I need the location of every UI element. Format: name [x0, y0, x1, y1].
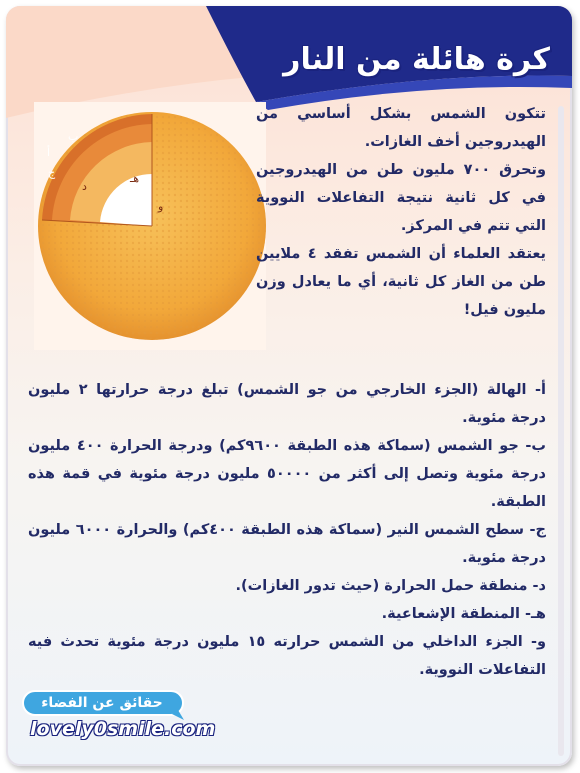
- sun-diagram: [34, 102, 266, 350]
- page-title: كرة هائلة من النار: [283, 42, 550, 77]
- intro-paragraph-mass-loss: يعتقد العلماء أن الشمس تفقد ٤ ملايين طن من الغاز كل ثانية، أي ما يعادل وزن مليون فيل!: [256, 246, 547, 318]
- site-watermark: lovely0smile.com: [30, 718, 216, 740]
- layers-list: [28, 376, 546, 684]
- diagram-label-a: أ: [47, 146, 51, 159]
- diagram-label-h: هـ: [130, 172, 140, 185]
- layer-item-core: و- الجزء الداخلي من الشمس حرارته ١٥ مليون درجة مئوية تحدث فيه التفاعلات النووية.: [28, 634, 546, 678]
- layer-item-photosphere: ج- سطح الشمس النير (سماكة هذه الطبقة ٤٠٠كم) والحرارة ٦٠٠٠ مليون درجة مئوية.: [28, 522, 546, 566]
- layer-item-convection: د- منطقة حمل الحرارة (حيث تدور الغازات).: [235, 578, 546, 594]
- intro-text: [256, 100, 546, 324]
- page-frame: [6, 6, 572, 766]
- category-tag[interactable]: [22, 690, 198, 720]
- layer-item-corona: أ- الهالة (الجزء الخارجي من جو الشمس) تبلغ درجة حرارتها ٢ مليون درجة مئوية.: [28, 382, 546, 426]
- side-strip: [558, 106, 564, 756]
- intro-paragraph-burning: وتحرق ٧٠٠ مليون طن من الهيدروجين في كل ثانية نتيجة التفاعلات النووية التي تتم في المركز.: [256, 162, 546, 234]
- diagram-label-d: د: [82, 180, 87, 193]
- layer-item-radiative: هـ- المنطقة الإشعاعية.: [381, 606, 546, 622]
- diagram-label-w: و: [158, 200, 164, 213]
- diagram-label-j: ج: [48, 166, 56, 179]
- intro-paragraph-composition: تتكون الشمس بشكل أساسي من الهيدروجين أخف الغازات.: [256, 106, 546, 150]
- layer-item-atmosphere: ب- جو الشمس (سماكة هذه الطبقة ٩٦٠٠كم) ودرجة الحرارة ٤٠٠ مليون درجة مئوية وتصل إلى أكثر من ٥٠٠٠٠ مليون درجة مئوية في قمة هذه الطبقة.: [28, 438, 546, 510]
- category-tag-label: حقائق عن الفضاء: [41, 695, 163, 711]
- diagram-label-b: ب: [68, 130, 79, 143]
